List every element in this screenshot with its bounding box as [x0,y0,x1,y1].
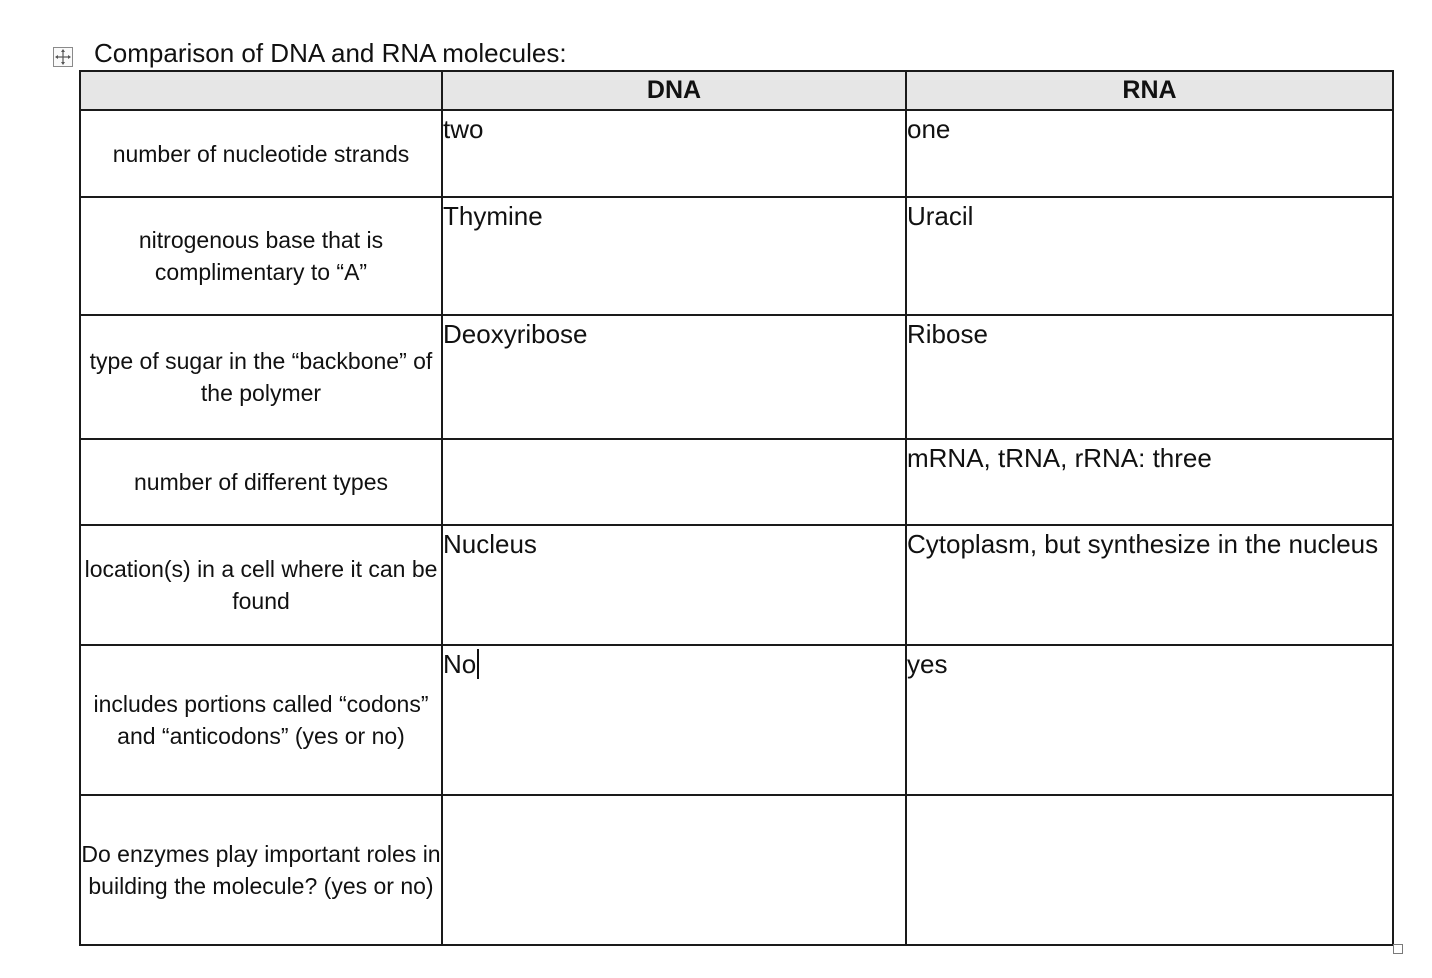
table-row [80,110,1393,197]
row-label[interactable]: number of different types [80,439,442,525]
header-cell-dna[interactable]: DNA [442,71,906,110]
dna-cell-text: No [443,649,477,679]
rna-cell[interactable]: yes [906,645,1393,795]
document-title: Comparison of DNA and RNA molecules: [94,38,567,68]
row-label[interactable]: Do enzymes play important roles in building the molecule? (yes or no) [80,795,442,945]
dna-cell[interactable]: Deoxyribose [442,315,906,439]
table-resize-icon[interactable] [1393,944,1403,954]
comparison-table [79,70,1394,946]
table-row [80,645,1393,795]
row-label[interactable]: location(s) in a cell where it can be found [80,525,442,645]
table-move-icon[interactable] [53,47,73,67]
table-row [80,795,1393,945]
row-label[interactable]: number of nucleotide strands [80,110,442,197]
rna-cell[interactable]: Ribose [906,315,1393,439]
rna-cell[interactable]: Cytoplasm, but synthesize in the nucleus [906,525,1393,645]
row-label[interactable]: includes portions called “codons” and “anticodons” (yes or no) [80,645,442,795]
rna-cell[interactable]: one [906,110,1393,197]
table-row [80,439,1393,525]
dna-cell[interactable] [442,795,906,945]
rna-cell[interactable]: Uracil [906,197,1393,315]
dna-cell[interactable]: Nucleus [442,525,906,645]
dna-cell-active[interactable] [442,645,906,795]
table-row [80,315,1393,439]
rna-cell[interactable] [906,795,1393,945]
dna-cell[interactable]: Thymine [442,197,906,315]
dna-cell[interactable] [442,439,906,525]
text-cursor [477,649,479,679]
table-row [80,197,1393,315]
dna-cell[interactable]: two [442,110,906,197]
row-label[interactable]: type of sugar in the “backbone” of the polymer [80,315,442,439]
table-row [80,525,1393,645]
row-label[interactable]: nitrogenous base that is complimentary to “A” [80,197,442,315]
header-cell-blank[interactable] [80,71,442,110]
table-header-row [80,71,1393,110]
rna-cell[interactable]: mRNA, tRNA, rRNA: three [906,439,1393,525]
header-cell-rna[interactable]: RNA [906,71,1393,110]
